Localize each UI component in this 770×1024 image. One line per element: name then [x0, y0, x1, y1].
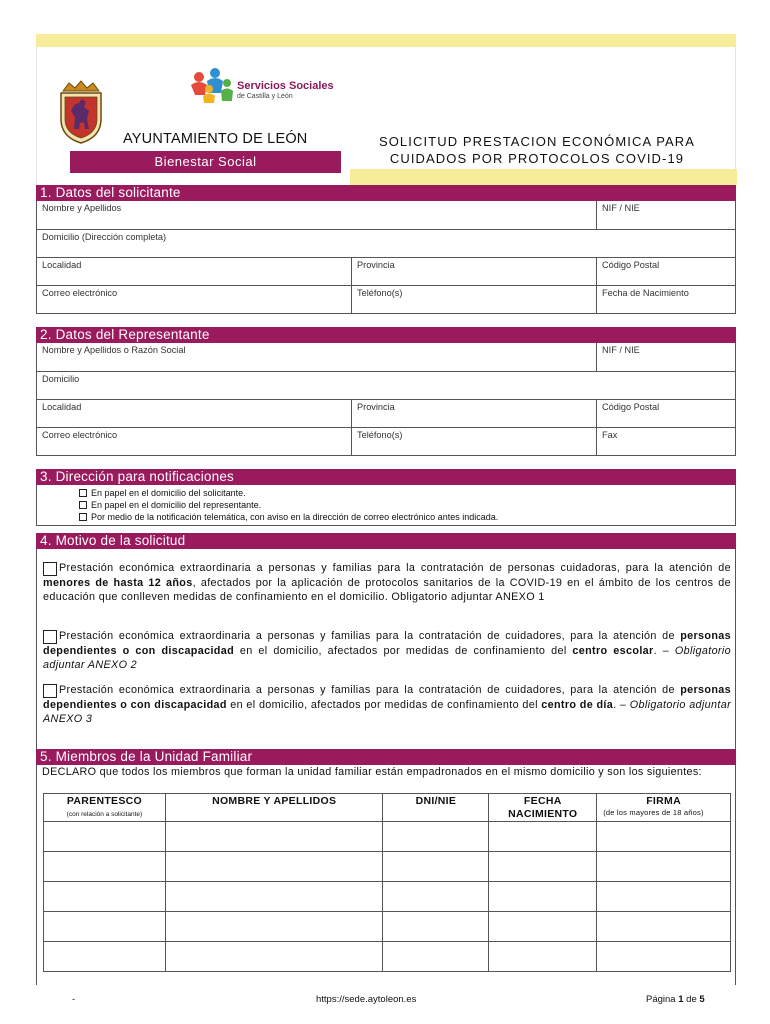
table-row — [44, 882, 731, 912]
table-cell[interactable] — [489, 942, 597, 972]
checkbox-icon[interactable] — [43, 684, 57, 698]
col-firma: FIRMA (de los mayores de 18 años) — [597, 794, 731, 822]
checkbox-icon[interactable] — [43, 630, 57, 644]
solicitante-cp-field[interactable] — [597, 258, 735, 285]
col-dni: DNI/NIE — [383, 794, 489, 822]
table-cell[interactable] — [597, 912, 731, 942]
field-label: Correo electrónico — [42, 430, 118, 440]
table-cell[interactable] — [383, 912, 489, 942]
footer-dash: - — [72, 994, 76, 1005]
form-title-line2: CUIDADOS POR PROTOCOLOS COVID-19 — [389, 151, 685, 166]
motivo-option-2[interactable] — [43, 629, 731, 673]
representante-correo-field[interactable] — [37, 428, 352, 455]
section-header-solicitante: 1. Datos del solicitante — [36, 185, 736, 201]
form-page — [36, 34, 736, 1005]
solicitante-grid — [36, 201, 736, 314]
motivo-option-text: Prestación económica extraordinaria a personas y familias para la contratación de personas cuidadoras, para la atención de menores de hasta 12 años, afectados por la aplicación de protocolos sanitarios de la COVID-19 en el ámbito de los centros de educación que conlleven medidas de confinamiento en el domicilio. Obligatorio adjuntar ANEXO 1 — [43, 562, 731, 603]
motivo-option-1[interactable] — [43, 561, 731, 605]
field-label: Domicilio (Dirección completa) — [42, 232, 167, 242]
motivo-option-text: Prestación económica extraordinaria a personas y familias para la contratación de cuidadores, para la atención de personas dependientes o con discapacidad en el domicilio, afectados por medidas de confinamiento del centro de día. – Obligatorio adjuntar ANEXO 3 — [43, 684, 732, 725]
field-label: Localidad — [42, 402, 82, 412]
table-cell[interactable] — [383, 852, 489, 882]
footer-url[interactable]: https://sede.aytoleon.es — [316, 994, 417, 1005]
representante-telefono-field[interactable] — [352, 428, 597, 455]
table-cell[interactable] — [597, 942, 731, 972]
table-cell[interactable] — [489, 852, 597, 882]
solicitante-nombre-field[interactable] — [37, 201, 597, 229]
table-cell[interactable] — [383, 942, 489, 972]
field-label: Código Postal — [602, 402, 660, 412]
table-cell[interactable] — [383, 882, 489, 912]
servicios-sociales-subtitle: de Castilla y León — [237, 93, 293, 100]
solicitante-nif-field[interactable] — [597, 201, 735, 229]
solicitante-localidad-field[interactable] — [37, 258, 352, 285]
notif-option-label: En papel en el domicilio del solicitante. — [91, 488, 246, 498]
solicitante-telefono-field[interactable] — [352, 286, 597, 313]
table-cell[interactable] — [44, 942, 166, 972]
field-label: Teléfono(s) — [357, 288, 403, 298]
representante-grid — [36, 343, 736, 456]
table-cell[interactable] — [44, 912, 166, 942]
field-label: Provincia — [357, 260, 395, 270]
header-box — [36, 47, 736, 193]
motivo-option-3[interactable] — [43, 683, 731, 727]
table-cell[interactable] — [489, 912, 597, 942]
col-fecha: FECHA NACIMIENTO — [489, 794, 597, 822]
table-cell[interactable] — [489, 822, 597, 852]
field-label: Fecha de Nacimiento — [602, 288, 689, 298]
table-cell[interactable] — [597, 822, 731, 852]
field-label: Código Postal — [602, 260, 660, 270]
field-label: Nombre y Apellidos — [42, 203, 122, 213]
motivo-option-text: Prestación económica extraordinaria a personas y familias para la contratación de cuidadores, para la atención de personas dependientes o con discapacidad en el domicilio, afectados por medidas de confinamiento del centro escolar. – Obligatorio adjuntar ANEXO 2 — [43, 630, 731, 671]
checkbox-icon[interactable] — [79, 489, 87, 497]
representante-nombre-field[interactable] — [37, 343, 597, 371]
notificaciones-box — [36, 485, 736, 526]
field-label: Fax — [602, 430, 618, 440]
table-cell[interactable] — [165, 942, 383, 972]
coat-of-arms-icon — [55, 79, 107, 145]
table-cell[interactable] — [44, 882, 166, 912]
department-banner: Bienestar Social — [70, 151, 341, 173]
solicitante-correo-field[interactable] — [37, 286, 352, 313]
checkbox-icon[interactable] — [43, 562, 57, 576]
table-cell[interactable] — [597, 852, 731, 882]
table-row — [44, 942, 731, 972]
table-row — [44, 822, 731, 852]
notif-option[interactable] — [79, 487, 735, 499]
table-row — [44, 912, 731, 942]
table-row — [44, 852, 731, 882]
section-header-motivo: 4. Motivo de la solicitud — [36, 533, 736, 549]
footer-page-number: Página 1 de 5 — [646, 994, 705, 1005]
notif-option-label: Por medio de la notificación telemática, con aviso en la dirección de correo electrónico antes indicada. — [91, 512, 499, 522]
motivo-box — [36, 549, 736, 756]
table-cell[interactable] — [165, 912, 383, 942]
checkbox-icon[interactable] — [79, 513, 87, 521]
notif-option-label: En papel en el domicilio del representante. — [91, 500, 262, 510]
representante-fax-field[interactable] — [597, 428, 735, 455]
title-underband — [350, 169, 737, 185]
field-label: NIF / NIE — [602, 345, 640, 355]
section-header-representante: 2. Datos del Representante — [36, 327, 736, 343]
field-label: Domicilio — [42, 374, 80, 384]
org-name: AYUNTAMIENTO DE LEÓN — [123, 131, 308, 147]
col-parentesco: PARENTESCO (con relación a solicitante) — [44, 794, 166, 822]
table-cell[interactable] — [165, 852, 383, 882]
table-cell[interactable] — [44, 822, 166, 852]
table-cell[interactable] — [383, 822, 489, 852]
representante-cp-field[interactable] — [597, 400, 735, 427]
members-table — [43, 793, 731, 972]
table-cell[interactable] — [44, 852, 166, 882]
table-cell[interactable] — [597, 882, 731, 912]
solicitante-provincia-field[interactable] — [352, 258, 597, 285]
section-header-unidad-familiar: 5. Miembros de la Unidad Familiar — [36, 749, 736, 765]
servicios-sociales-name: Servicios Sociales — [237, 80, 334, 92]
form-title — [353, 133, 721, 167]
field-label: Localidad — [42, 260, 82, 270]
solicitante-nacimiento-field[interactable] — [597, 286, 735, 313]
representante-nif-field[interactable] — [597, 343, 735, 371]
form-title-line1: SOLICITUD PRESTACION ECONÓMICA PARA — [378, 134, 696, 149]
representante-localidad-field[interactable] — [37, 400, 352, 427]
representante-provincia-field[interactable] — [352, 400, 597, 427]
field-label: NIF / NIE — [602, 203, 640, 213]
table-cell[interactable] — [165, 822, 383, 852]
notif-option[interactable] — [79, 499, 735, 511]
field-label: Teléfono(s) — [357, 430, 403, 440]
checkbox-icon[interactable] — [79, 501, 87, 509]
col-nombre: NOMBRE Y APELLIDOS — [165, 794, 383, 822]
unidad-familiar-box — [36, 765, 736, 985]
field-label: Provincia — [357, 402, 395, 412]
field-label: Nombre y Apellidos o Razón Social — [42, 345, 186, 355]
table-cell[interactable] — [165, 882, 383, 912]
representante-domicilio-field[interactable] — [37, 372, 735, 399]
members-header-row — [44, 794, 731, 822]
solicitante-domicilio-field[interactable] — [37, 230, 735, 257]
top-strip — [36, 34, 736, 47]
field-label: Correo electrónico — [42, 288, 118, 298]
notif-option[interactable] — [79, 511, 735, 523]
table-cell[interactable] — [489, 882, 597, 912]
declaro-text: DECLARO que todos los miembros que forman la unidad familiar están empadronados en el mismo domicilio y son los siguientes: — [42, 766, 702, 778]
section-header-notificaciones: 3. Dirección para notificaciones — [36, 469, 736, 485]
